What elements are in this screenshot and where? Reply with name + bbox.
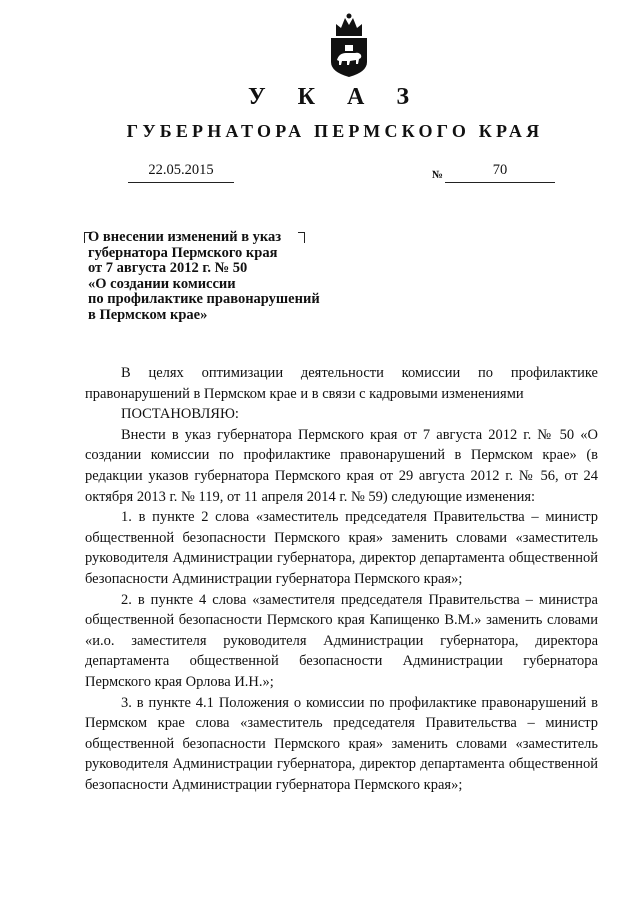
resolution-word: ПОСТАНОВЛЯЮ: — [121, 406, 239, 423]
document-issuer: ГУБЕРНАТОРА ПЕРМСКОГО КРАЯ — [126, 121, 544, 141]
number-underline — [445, 182, 555, 183]
subject-line: О внесении изменений в указ — [88, 229, 282, 245]
document-number: 70 — [492, 162, 508, 178]
subject-line: губернатора Пермского края — [88, 244, 278, 261]
preamble-paragraph: В целях оптимизации деятельности комиссии по профилактике правонарушений в Пермском крае и в связи с кадровыми изменениями — [85, 365, 598, 402]
subject-line: по профилактике правонарушений — [88, 291, 320, 307]
subject-line: в Пермском крае» — [88, 306, 208, 323]
subject-line: от 7 августа 2012 г. № 50 — [88, 260, 248, 276]
document-subject — [88, 230, 348, 323]
amendment-intro-paragraph: Внести в указ губернатора Пермского края от 7 августа 2012 г. № 50 «О создании комиссии по профилактике правонарушений в Пермском крае» (в редакции указов губернатора Пермского края от 29 августа 2012 г. № 56, от 24 октября 2013 г. № 119, от 11 апреля 2014 г. № 59) следующие изменения: — [85, 426, 598, 505]
subject-line: «О создании комиссии — [88, 275, 236, 292]
document-date: 22.05.2015 — [148, 162, 214, 178]
amendment-item-3: 3. в пункте 4.1 Положения о комиссии по профилактике правонарушений в Пермском крае слова «заместитель председателя Правительства – министр общественной безопасности Пермского края» заменить словами «заместитель руководителя Администрации губернатора, директор департамента общественной безопасности Администрации губернатора Пермского края»; — [85, 694, 598, 793]
date-underline — [128, 182, 234, 183]
coat-of-arms-icon — [328, 12, 370, 78]
amendment-item-1: 1. в пункте 2 слова «заместитель председателя Правительства – министр общественной безопасности Пермского края» заменить словами «заместитель руководителя Администрации губернатора, директор департамента общественной безопасности Администрации губернатора Пермского края»; — [85, 509, 598, 587]
document-title: У К А З — [247, 84, 422, 110]
amendment-item-2: 2. в пункте 4 слова «заместителя председателя Правительства – министра общественной безопасности Пермского края Капищенко В.М.» заменить словами «и.о. заместителя руководителя Администрации губернатора, директора департамента общественной безопасности Администрации губернатора Пермского края Орлова И.Н.»; — [85, 591, 598, 690]
document-body — [85, 363, 598, 795]
number-sign: № — [432, 169, 444, 181]
